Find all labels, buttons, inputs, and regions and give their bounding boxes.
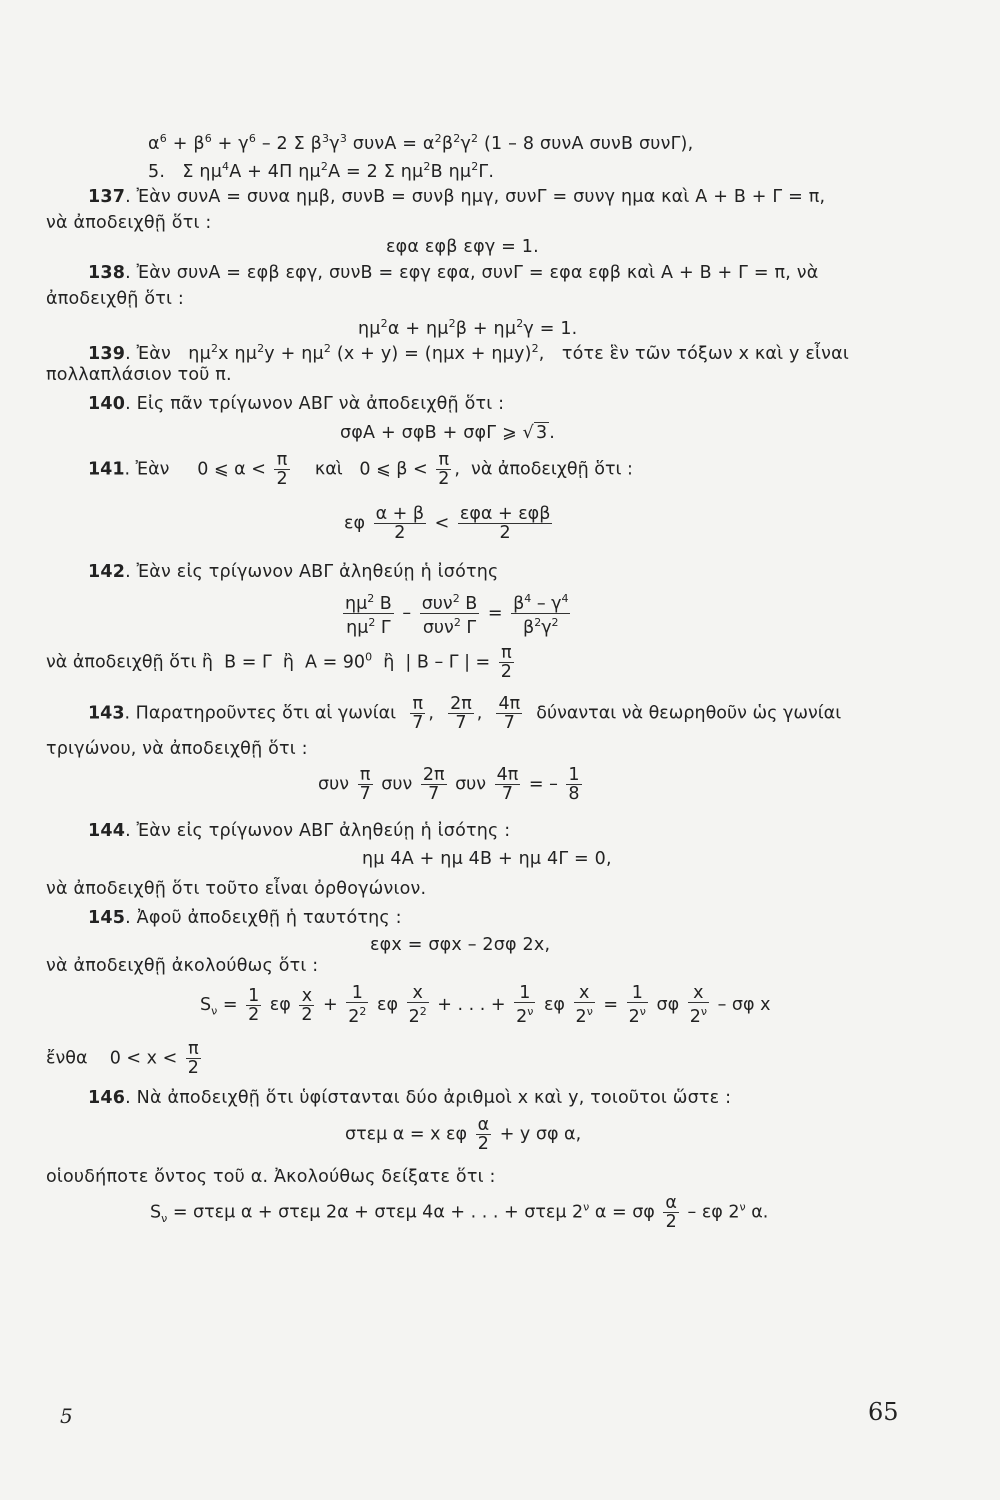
problem-139-number: 139	[88, 344, 126, 364]
problem-146-number: 146	[88, 1088, 126, 1108]
problem-141-line1: 141. Ἐὰν 0 ⩽ α < $\frac{\pi}{2}$ καὶ 0 ⩽ β < $\frac{\pi}{2}$ , νὰ ἀποδειχθῇ ὅτι :	[88, 450, 633, 489]
problem-138-equation: $\eta\mu^2\alpha + \eta\mu^2\beta + \eta\mu^2\gamma = 1$.	[358, 317, 578, 339]
problem-145-equation1: εφx = σφx – 2σφ 2x,	[370, 935, 551, 955]
problem-144-line1: 144. Ἐὰν εἰς τρίγωνον ΑΒΓ ἀληθεύῃ ἡ ἰσότης :	[88, 821, 511, 841]
problem-137-line1: 137. Ἐὰν συνΑ = συνα ημβ, συνΒ = συνβ ημγ, συνΓ = συνγ ημα καὶ Α + Β + Γ = π,	[88, 187, 826, 207]
problem-137-line2: νὰ ἀποδειχθῇ ὅτι :	[46, 213, 212, 233]
problem-143-line2: τριγώνου, νὰ ἀποδειχθῇ ὅτι :	[46, 739, 308, 759]
problem-145-line1: 145. Ἀφοῦ ἀποδειχθῇ ἡ ταυτότης :	[88, 908, 402, 928]
problem-142-line1: 142. Ἐὰν εἰς τρίγωνον ΑΒΓ ἀληθεύῃ ἡ ἰσότης	[88, 562, 499, 582]
problem-146-equation2: $S_\nu = \sigma\tau\varepsilon\mu$ α + στεμ 2α + στεμ 4α + . . . + στεμ $2^\nu$ α = σφ $\frac{\alpha}{2}$ – εφ $2^\nu$ α.	[150, 1193, 769, 1232]
problem-142-line2: νὰ ἀποδειχθῇ ὅτι ἢ Β = Γ ἢ $A = 90^0$ ἢ | Β – Γ | = $\frac{\pi}{2}$	[46, 643, 512, 682]
problem-140-number: 140	[88, 394, 126, 414]
problem-140-equation: σφΑ + σφΒ + σφΓ ⩾ √ 3 .	[340, 423, 556, 443]
problem-146-line1: 146. Νὰ ἀποδειχθῇ ὅτι ὑφίστανται δύο ἀριθμοὶ x καὶ y, τοιοῦτοι ὥστε :	[88, 1088, 732, 1108]
problem-143-line1: 143. Παρατηροῦντες ὅτι αἱ γωνίαι $\frac{\pi}{7}$ , $\frac{2\pi}{7}$ , $\frac{4\pi}{7}$ δύνανται νὰ θεωρηθοῦν ὡς γωνίαι	[88, 694, 842, 733]
problem-139-line1: 139. Ἐὰν $\eta\mu^2x$ $\eta\mu^2y + \eta\mu^2$ $(x + y) = (\eta\mu x + \eta\mu y)^2$, τότε ἓν τῶν τόξων x καὶ y εἶναι	[88, 342, 849, 364]
problem-144-number: 144	[88, 821, 126, 841]
line-identity-4: $\alpha^6 + \beta^6 + \gamma^6 - 2$ Σ $\beta^3\gamma^3$ $\sigma\upsilon\nu A = \alpha^2\beta^2\gamma^2$ (1 – 8 συνΑ συνΒ συνΓ),	[148, 132, 694, 154]
problem-137-equation: εφα εφβ εφγ = 1.	[386, 237, 539, 257]
problem-145-line3: ἔνθα 0 < x < $\frac{\pi}{2}$	[46, 1039, 199, 1078]
problem-140-line1: 140. Εἰς πᾶν τρίγωνον ΑΒΓ νὰ ἀποδειχθῇ ὅτι :	[88, 394, 505, 414]
problem-145-equation2: $S_\nu$ = $\frac{1}{2}$ εφ $\frac{x}{2}$ + $\frac{1}{2^2}$ εφ $\frac{x}{2^2}$ + . . . + $\frac{1}{2^\nu}$ εφ $\frac{x}{2^\nu}$ = $\frac{1}{2^\nu}$ σφ $\frac{x}{2^\nu}$ – σφ x	[200, 983, 771, 1027]
problem-143-equation: συν $\frac{\pi}{7}$ συν $\frac{2\pi}{7}$ συν $\frac{4\pi}{7}$ = – $\frac{1}{8}$	[318, 765, 580, 804]
problem-141-equation: εφ $\frac{\alpha + \beta}{2}$ < $\frac{\text{εφα + εφβ}}{2}$	[344, 504, 551, 543]
problem-146-equation1: στεμ α = x εφ $\frac{\alpha}{2}$ + y σφ α,	[345, 1115, 582, 1154]
problem-141-number: 141	[88, 459, 125, 480]
problem-138-line2: ἀποδειχθῇ ὅτι :	[46, 289, 184, 309]
problem-142-equation: $\frac{\eta\mu^2 B}{\eta\mu^2 \Gamma}$ – $\frac{\sigma\upsilon\nu^2 B}{\sigma\upsilon\nu^2 \Gamma}$ = $\frac{\beta^4 - \gamma^4}{\beta^2\gamma^2}$	[345, 592, 569, 638]
problem-145-number: 145	[88, 908, 126, 928]
problem-145-line2: νὰ ἀποδειχθῇ ἀκολούθως ὅτι :	[46, 956, 319, 976]
line-identity-5: 5. Σ $\eta\mu^4A + 4\Pi$ $\eta\mu^2A = 2$ Σ $\eta\mu^2B$ $\eta\mu^2\Gamma$.	[148, 160, 495, 182]
problem-144-line2: νὰ ἀποδειχθῇ ὅτι τοῦτο εἶναι ὀρθογώνιον.	[46, 879, 427, 899]
problem-143-number: 143	[88, 703, 125, 724]
problem-142-number: 142	[88, 562, 126, 582]
problem-137-number: 137	[88, 187, 126, 207]
problem-138-number: 138	[88, 263, 126, 283]
signature-mark: 5	[60, 1404, 73, 1428]
problem-144-equation: ημ 4Α + ημ 4Β + ημ 4Γ = 0,	[362, 849, 612, 869]
problem-139-line2: πολλαπλάσιον τοῦ π.	[46, 365, 232, 385]
problem-138-line1: 138. Ἐὰν συνΑ = εφβ εφγ, συνΒ = εφγ εφα, συνΓ = εφα εφβ καὶ Α + Β + Γ = π, νὰ	[88, 263, 819, 283]
page-number: 65	[868, 1398, 899, 1426]
problem-146-line2: οἱουδήποτε ὄντος τοῦ α. Ἀκολούθως δείξατε ὅτι :	[46, 1167, 496, 1187]
